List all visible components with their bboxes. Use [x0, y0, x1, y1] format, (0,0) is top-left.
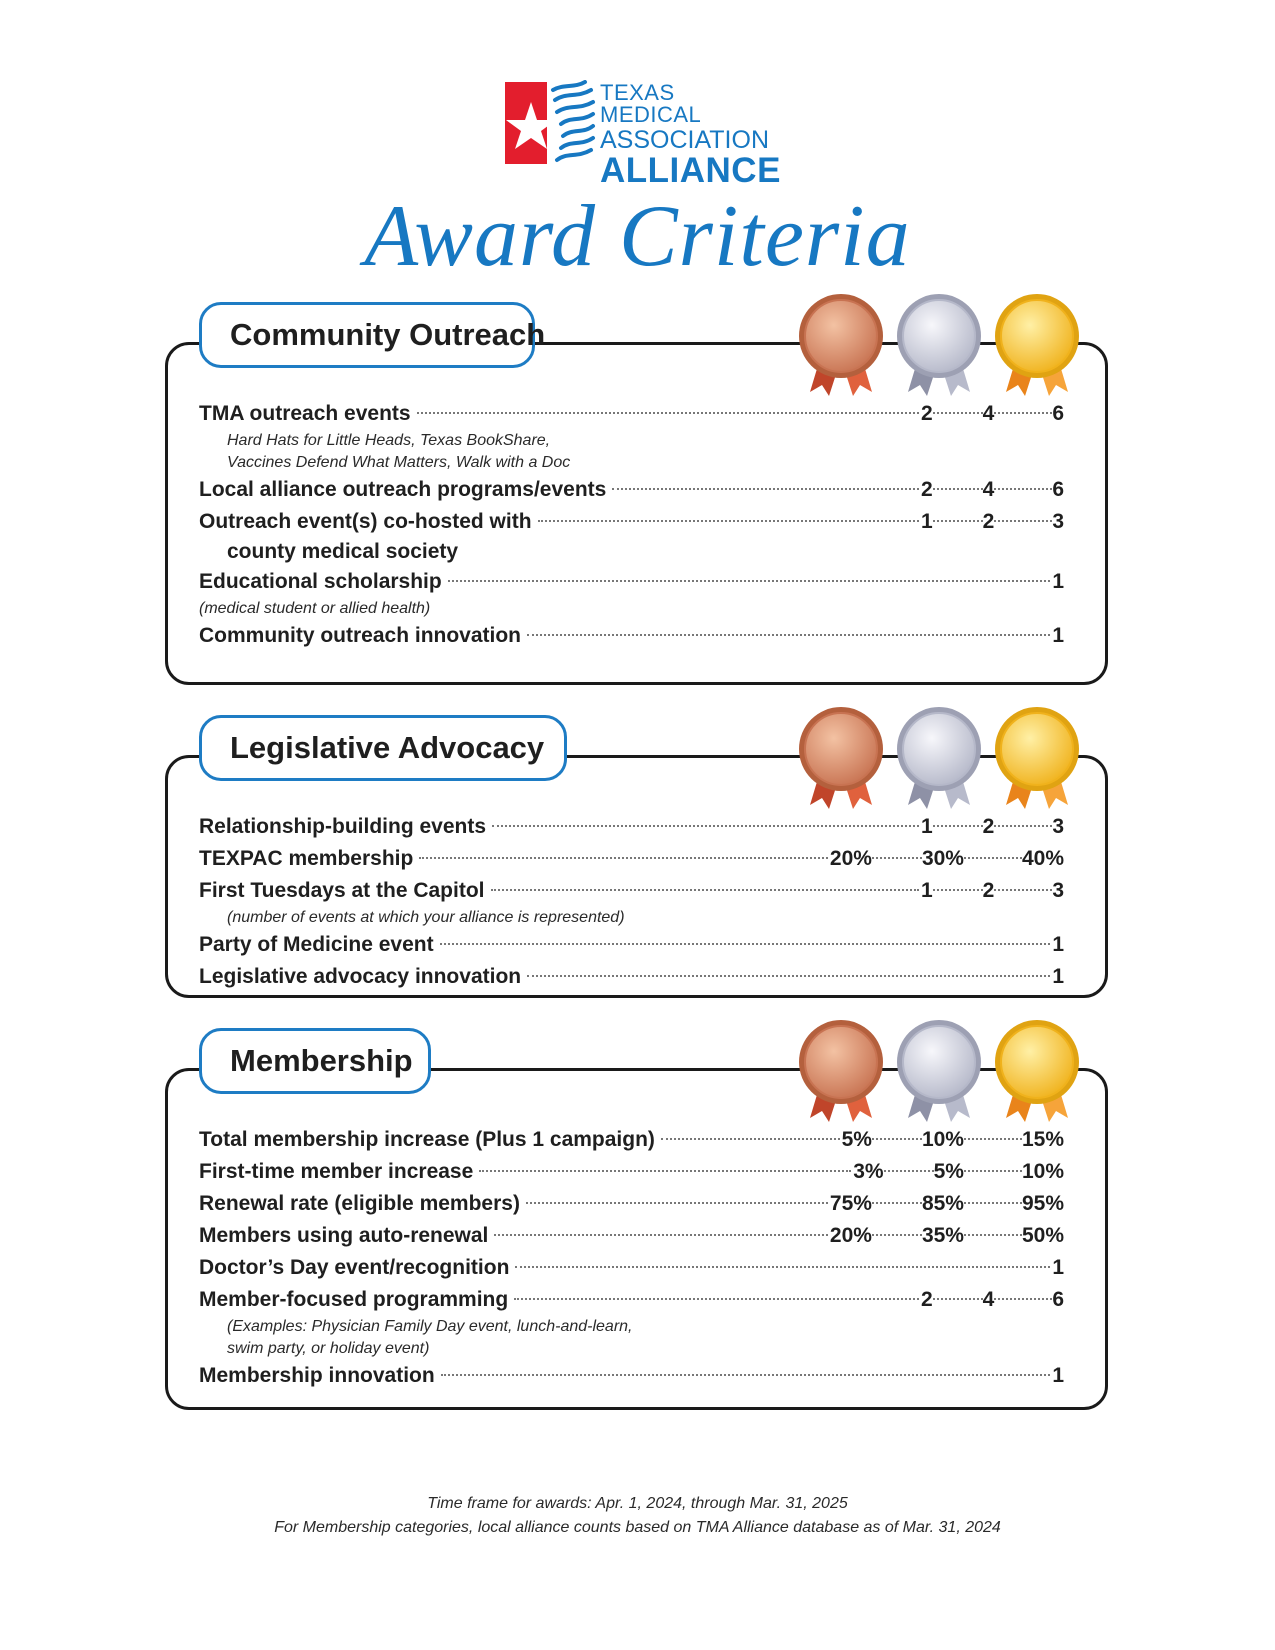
criteria-label: Membership innovation: [199, 1364, 435, 1387]
criteria-row: [199, 1252, 1064, 1284]
dot-leader: [872, 857, 922, 859]
bronze-points: 20%: [829, 1224, 872, 1247]
dot-leader: [515, 1266, 1050, 1268]
bronze-points: 2: [920, 402, 933, 425]
dot-leader: [964, 857, 1022, 859]
criteria-row: [199, 620, 1064, 652]
gold-points: 6: [1052, 478, 1064, 501]
criteria-label: Legislative advocacy innovation: [199, 965, 522, 988]
points: 1: [1052, 965, 1064, 988]
medal-row: [796, 705, 1086, 815]
criteria-points: [830, 1188, 1064, 1220]
bronze-points: 5%: [841, 1128, 872, 1151]
gold-medal-icon: [992, 1018, 1082, 1128]
criteria-points: [921, 506, 1064, 538]
bronze-medal-icon: [796, 1018, 886, 1128]
medal-row: [796, 292, 1086, 402]
criteria-label: Renewal rate (eligible members): [199, 1192, 520, 1215]
criteria-points: [853, 1156, 1064, 1188]
criteria-row: [199, 843, 1064, 875]
dot-leader: [933, 825, 983, 827]
criteria-points: [921, 875, 1064, 907]
points: 1: [1052, 624, 1064, 647]
bronze-medal-icon: [796, 292, 886, 402]
points: 1: [1052, 570, 1064, 593]
criteria-points: [1052, 620, 1064, 652]
dot-leader: [994, 412, 1052, 414]
dot-leader: [441, 1374, 1051, 1376]
bronze-points: 1: [920, 510, 933, 533]
criteria-note: Hard Hats for Little Heads, Texas BookShare,: [227, 432, 551, 449]
criteria-label: Community outreach innovation: [199, 624, 522, 647]
section-title: Membership: [199, 1028, 431, 1094]
bronze-points: 1: [920, 879, 933, 902]
gold-points: 15%: [1021, 1128, 1064, 1151]
tma-alliance-logo: [505, 80, 781, 190]
criteria-list: [199, 398, 1064, 652]
gold-points: 95%: [1021, 1192, 1064, 1215]
criteria-points: [1052, 1360, 1064, 1392]
logo-line-2: ASSOCIATION: [600, 126, 770, 154]
bronze-points: 1: [920, 815, 933, 838]
criteria-points: [921, 398, 1064, 430]
criteria-row: [199, 474, 1064, 506]
criteria-note: (Examples: Physician Family Day event, lunch-and-learn,: [227, 1318, 633, 1335]
silver-points: 10%: [921, 1128, 964, 1151]
dot-leader: [994, 889, 1052, 891]
criteria-row: [199, 506, 1064, 566]
section-title: Legislative Advocacy: [199, 715, 567, 781]
gold-medal-icon: [992, 292, 1082, 402]
dot-leader: [417, 412, 919, 414]
dot-leader: [964, 1202, 1022, 1204]
dot-leader: [448, 580, 1051, 582]
dot-leader: [994, 488, 1052, 490]
points: 1: [1052, 933, 1064, 956]
points: 1: [1052, 1364, 1064, 1387]
dot-leader: [964, 1234, 1022, 1236]
criteria-label-continued: county medical society: [227, 540, 459, 563]
dot-leader: [933, 1298, 983, 1300]
footer-membership-note: For Membership categories, local alliance counts based on TMA Alliance database as of Mar. 31, 2024: [274, 1519, 1001, 1536]
silver-points: 85%: [921, 1192, 964, 1215]
silver-points: 2: [982, 879, 995, 902]
criteria-points: [1052, 566, 1064, 598]
page-title: Award Criteria: [364, 188, 911, 285]
criteria-points: [830, 843, 1064, 875]
gold-points: 3: [1052, 510, 1064, 533]
silver-medal-icon: [894, 1018, 984, 1128]
criteria-row: [199, 961, 1064, 993]
footer-note: [0, 1492, 1275, 1540]
criteria-label: Local alliance outreach programs/events: [199, 478, 607, 501]
silver-points: 4: [982, 478, 995, 501]
criteria-points: [921, 1284, 1064, 1316]
section-title: Community Outreach: [199, 302, 535, 368]
silver-points: 2: [982, 815, 995, 838]
criteria-label: Members using auto-renewal: [199, 1224, 489, 1247]
criteria-row: [199, 929, 1064, 961]
dot-leader: [933, 889, 983, 891]
bronze-points: 75%: [829, 1192, 872, 1215]
silver-points: 35%: [921, 1224, 964, 1247]
criteria-points: [921, 811, 1064, 843]
section-community-outreach: [165, 302, 1108, 685]
dot-leader: [612, 488, 919, 490]
silver-medal-icon: [894, 705, 984, 815]
footer-timeframe: Time frame for awards: Apr. 1, 2024, through Mar. 31, 2025: [427, 1495, 848, 1512]
bronze-points: 20%: [829, 847, 872, 870]
silver-points: 4: [982, 402, 995, 425]
gold-points: 6: [1052, 402, 1064, 425]
dot-leader: [527, 634, 1050, 636]
points: 1: [1052, 1256, 1064, 1279]
criteria-label: Doctor’s Day event/recognition: [199, 1256, 510, 1279]
criteria-points: [830, 1220, 1064, 1252]
dot-leader: [494, 1234, 828, 1236]
criteria-points: [921, 474, 1064, 506]
criteria-note: (medical student or allied health): [199, 600, 431, 617]
criteria-row: [199, 875, 1064, 929]
bronze-medal-icon: [796, 705, 886, 815]
dot-leader: [872, 1234, 922, 1236]
dot-leader: [994, 1298, 1052, 1300]
gold-points: 50%: [1021, 1224, 1064, 1247]
gold-medal-icon: [992, 705, 1082, 815]
dot-leader: [492, 825, 919, 827]
criteria-label: Member-focused programming: [199, 1288, 509, 1311]
bronze-points: 2: [920, 478, 933, 501]
criteria-label: Relationship-building events: [199, 815, 487, 838]
criteria-label: First Tuesdays at the Capitol: [199, 879, 485, 902]
criteria-row: [199, 566, 1064, 620]
medal-row: [796, 1018, 1086, 1128]
criteria-note: Vaccines Defend What Matters, Walk with a Doc: [227, 454, 571, 471]
logo-wordmark: [600, 82, 781, 188]
criteria-list: [199, 1124, 1064, 1392]
dot-leader: [538, 520, 919, 522]
criteria-label: TEXPAC membership: [199, 847, 414, 870]
gold-points: 6: [1052, 1288, 1064, 1311]
criteria-points: [1052, 961, 1064, 993]
dot-leader: [872, 1202, 922, 1204]
dot-leader: [526, 1202, 828, 1204]
criteria-note: (number of events at which your alliance is represented): [227, 909, 625, 926]
dot-leader: [872, 1138, 922, 1140]
dot-leader: [994, 825, 1052, 827]
dot-leader: [964, 1170, 1022, 1172]
criteria-row: [199, 1220, 1064, 1252]
bronze-points: 3%: [853, 1160, 884, 1183]
criteria-label: Party of Medicine event: [199, 933, 434, 956]
dot-leader: [994, 520, 1052, 522]
silver-points: 2: [982, 510, 995, 533]
dot-leader: [933, 412, 983, 414]
criteria-points: [842, 1124, 1064, 1156]
dot-leader: [661, 1138, 840, 1140]
dot-leader: [419, 857, 828, 859]
criteria-note: swim party, or holiday event): [227, 1340, 430, 1357]
dot-leader: [527, 975, 1050, 977]
gold-points: 3: [1052, 815, 1064, 838]
silver-points: 4: [982, 1288, 995, 1311]
logo-line-1: TEXAS MEDICAL: [600, 80, 702, 127]
criteria-row: [199, 398, 1064, 474]
dot-leader: [933, 488, 983, 490]
criteria-row: [199, 1360, 1064, 1392]
dot-leader: [491, 889, 919, 891]
criteria-points: [1052, 929, 1064, 961]
criteria-row: [199, 1124, 1064, 1156]
silver-medal-icon: [894, 292, 984, 402]
criteria-label: Total membership increase (Plus 1 campaign): [199, 1128, 655, 1151]
criteria-row: [199, 1188, 1064, 1220]
criteria-label: First-time member increase: [199, 1160, 474, 1183]
dot-leader: [514, 1298, 919, 1300]
section-legislative-advocacy: [165, 715, 1108, 998]
gold-points: 10%: [1021, 1160, 1064, 1183]
criteria-row: [199, 811, 1064, 843]
criteria-label: Educational scholarship: [199, 570, 442, 593]
criteria-label: Outreach event(s) co-hosted with: [199, 510, 532, 533]
silver-points: 30%: [921, 847, 964, 870]
dot-leader: [440, 943, 1051, 945]
dot-leader: [479, 1170, 851, 1172]
dot-leader: [933, 520, 983, 522]
logo-line-3: ALLIANCE: [600, 151, 781, 190]
criteria-label: TMA outreach events: [199, 402, 411, 425]
criteria-row: [199, 1284, 1064, 1360]
criteria-points: [1052, 1252, 1064, 1284]
section-membership: [165, 1028, 1108, 1410]
criteria-row: [199, 1156, 1064, 1188]
dot-leader: [964, 1138, 1022, 1140]
dot-leader: [884, 1170, 934, 1172]
bronze-points: 2: [920, 1288, 933, 1311]
criteria-list: [199, 811, 1064, 993]
silver-points: 5%: [933, 1160, 964, 1183]
gold-points: 3: [1052, 879, 1064, 902]
gold-points: 40%: [1021, 847, 1064, 870]
